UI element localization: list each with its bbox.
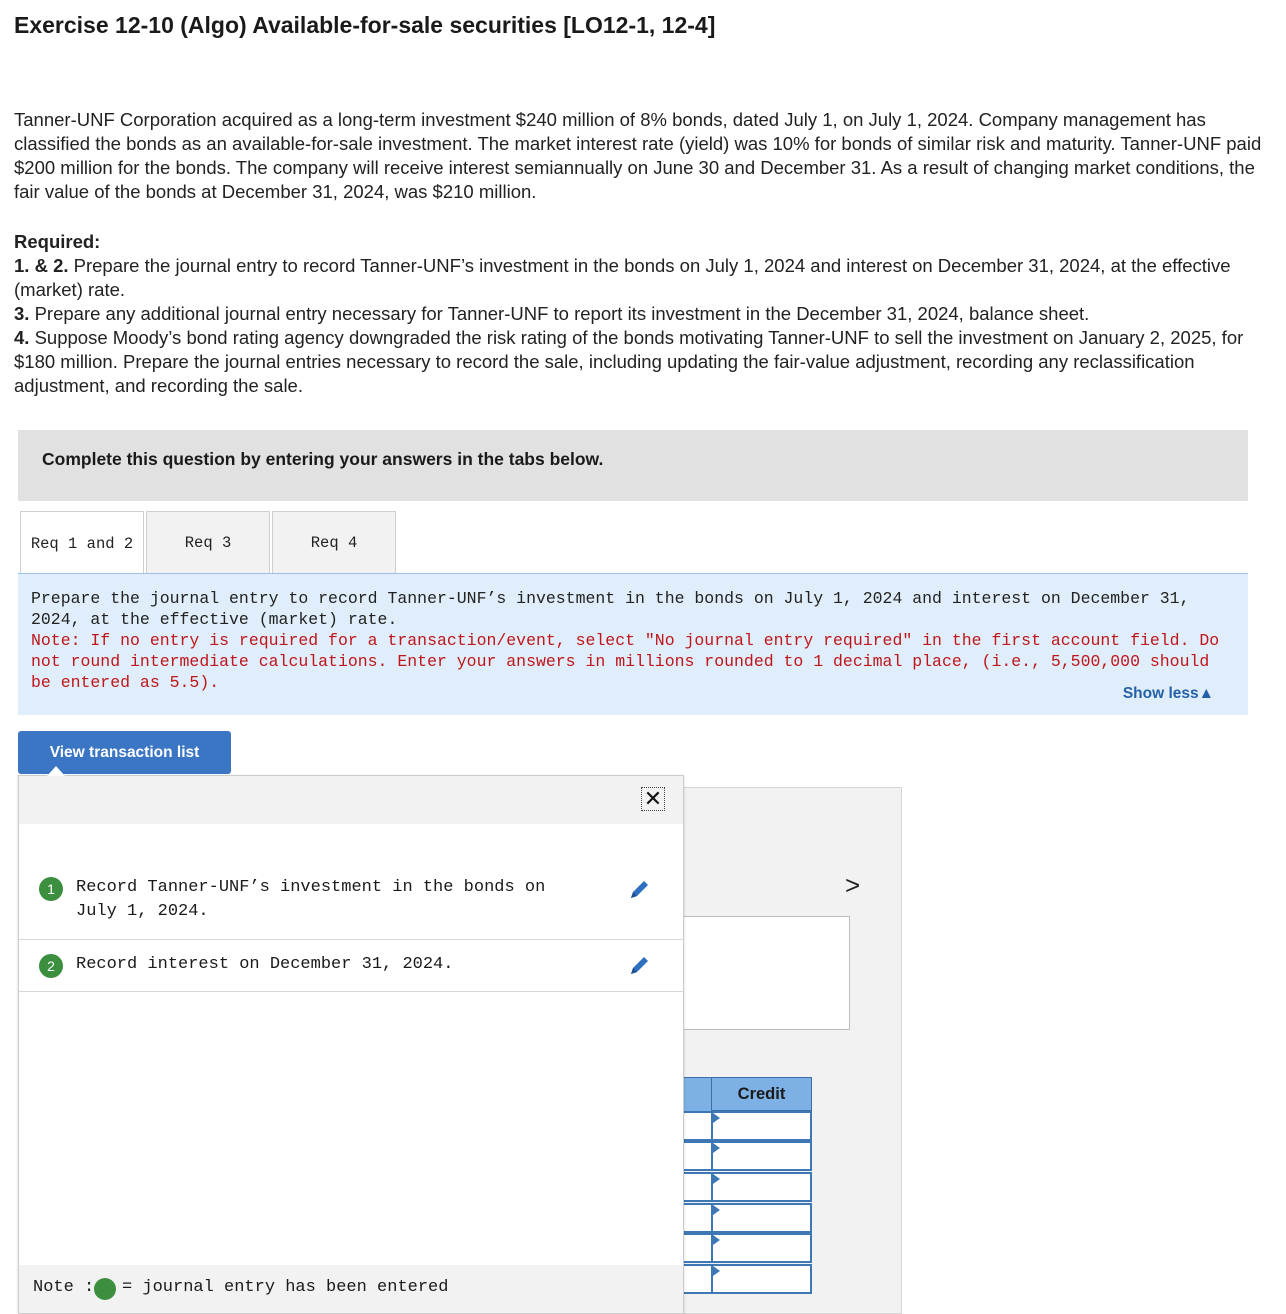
cell-marker-icon	[713, 1266, 720, 1276]
debit-header-cell	[683, 1077, 712, 1111]
requirement-panel	[18, 573, 1248, 715]
transaction-list-popup	[18, 775, 684, 1314]
cell-marker-icon	[713, 1143, 720, 1153]
footer-note-text: = journal entry has been entered	[122, 1278, 449, 1297]
debit-input[interactable]	[683, 1203, 712, 1233]
edit-pencil-icon[interactable]	[625, 952, 653, 980]
next-arrow-icon[interactable]: >	[845, 870, 861, 900]
cell-marker-icon	[713, 1235, 720, 1245]
required-item: 4. Suppose Moody’s bond rating agency downgraded the risk rating of the bonds motivating Tanner-UNF to sell the investment on January 2, 2025, for $180 million. Prepare the journal entries necessary to record the sale, including updating the fair-value adjustment, recording any reclassification adjustment, and recording the sale.	[14, 327, 1244, 396]
problem-statement: Tanner-UNF Corporation acquired as a long-term investment $240 million of 8% bonds, dated July 1, on July 1, 2024. Company management has classified the bonds as an available-for-sale investment. The market interest rate (yield) was 10% for bonds of similar risk and maturity. Tanner-UNF paid $200 million for the bonds. The company will receive interest semiannually on June 30 and December 31. As a result of changing market conditions, the fair value of the bonds at December 31, 2024, was $210 million.	[14, 109, 1262, 202]
transaction-text: Record interest on December 31, 2024.	[76, 955, 454, 974]
credit-input[interactable]	[711, 1172, 812, 1202]
credit-input[interactable]	[711, 1141, 812, 1171]
worksheet-box	[683, 916, 850, 1030]
instruction-band	[18, 430, 1248, 501]
transaction-item[interactable]	[19, 940, 683, 992]
popup-header	[19, 776, 683, 824]
tab-req-3[interactable]: Req 3	[146, 511, 270, 574]
popup-footer	[19, 1265, 683, 1313]
debit-input[interactable]	[683, 1172, 712, 1202]
credit-input[interactable]	[711, 1111, 812, 1141]
transaction-number-badge: 1	[39, 877, 63, 901]
required-section	[14, 230, 1279, 398]
credit-input[interactable]	[711, 1203, 812, 1233]
transaction-text: Record Tanner-UNF’s investment in the bonds on July 1, 2024.	[76, 878, 546, 921]
cell-marker-icon	[713, 1174, 720, 1184]
cell-marker-icon	[713, 1205, 720, 1215]
show-less-link[interactable]: Show less▲	[1122, 685, 1214, 702]
tab-req-4[interactable]: Req 4	[272, 511, 396, 574]
debit-input[interactable]	[683, 1111, 712, 1141]
debit-input[interactable]	[683, 1264, 712, 1294]
debit-input[interactable]	[683, 1141, 712, 1171]
debit-input[interactable]	[683, 1233, 712, 1263]
close-icon[interactable]: ✕	[641, 787, 665, 811]
page-title: Exercise 12-10 (Algo) Available-for-sale securities [LO12-1, 12-4]	[14, 12, 716, 38]
requirement-note: Note: If no entry is required for a transaction/event, select "No journal entry required" in the first account field. Do not round intermediate calculations. Enter your answers in millions rounded to 1 decimal place, (i.e., 5,500,000 should be entered as 5.5).	[31, 631, 1220, 692]
entered-indicator-icon	[94, 1278, 116, 1300]
instruction-text: Complete this question by entering your answers in the tabs below.	[42, 449, 604, 469]
required-item: 3. Prepare any additional journal entry necessary for Tanner-UNF to report its investment in the December 31, 2024, balance sheet.	[14, 303, 1090, 324]
view-transaction-list-button[interactable]: View transaction list	[18, 731, 231, 774]
credit-input[interactable]	[711, 1264, 812, 1294]
credit-input[interactable]	[711, 1233, 812, 1263]
popup-caret	[47, 766, 65, 776]
credit-header: Credit	[711, 1077, 812, 1111]
required-heading: Required:	[14, 231, 101, 252]
cell-marker-icon	[713, 1113, 720, 1123]
requirement-description: Prepare the journal entry to record Tanner-UNF’s investment in the bonds on July 1, 2024 and interest on December 31, 2024, at the effective (market) rate.	[31, 589, 1190, 629]
transaction-item[interactable]	[19, 864, 683, 940]
tab-req-1-and-2[interactable]: Req 1 and 2	[20, 511, 144, 575]
edit-pencil-icon[interactable]	[625, 876, 653, 904]
transaction-number-badge: 2	[39, 954, 63, 978]
required-item: 1. & 2. Prepare the journal entry to record Tanner-UNF’s investment in the bonds on July 1, 2024 and interest on December 31, 2024, at the effective (market) rate.	[14, 255, 1231, 300]
footer-note-label: Note :	[33, 1278, 95, 1297]
